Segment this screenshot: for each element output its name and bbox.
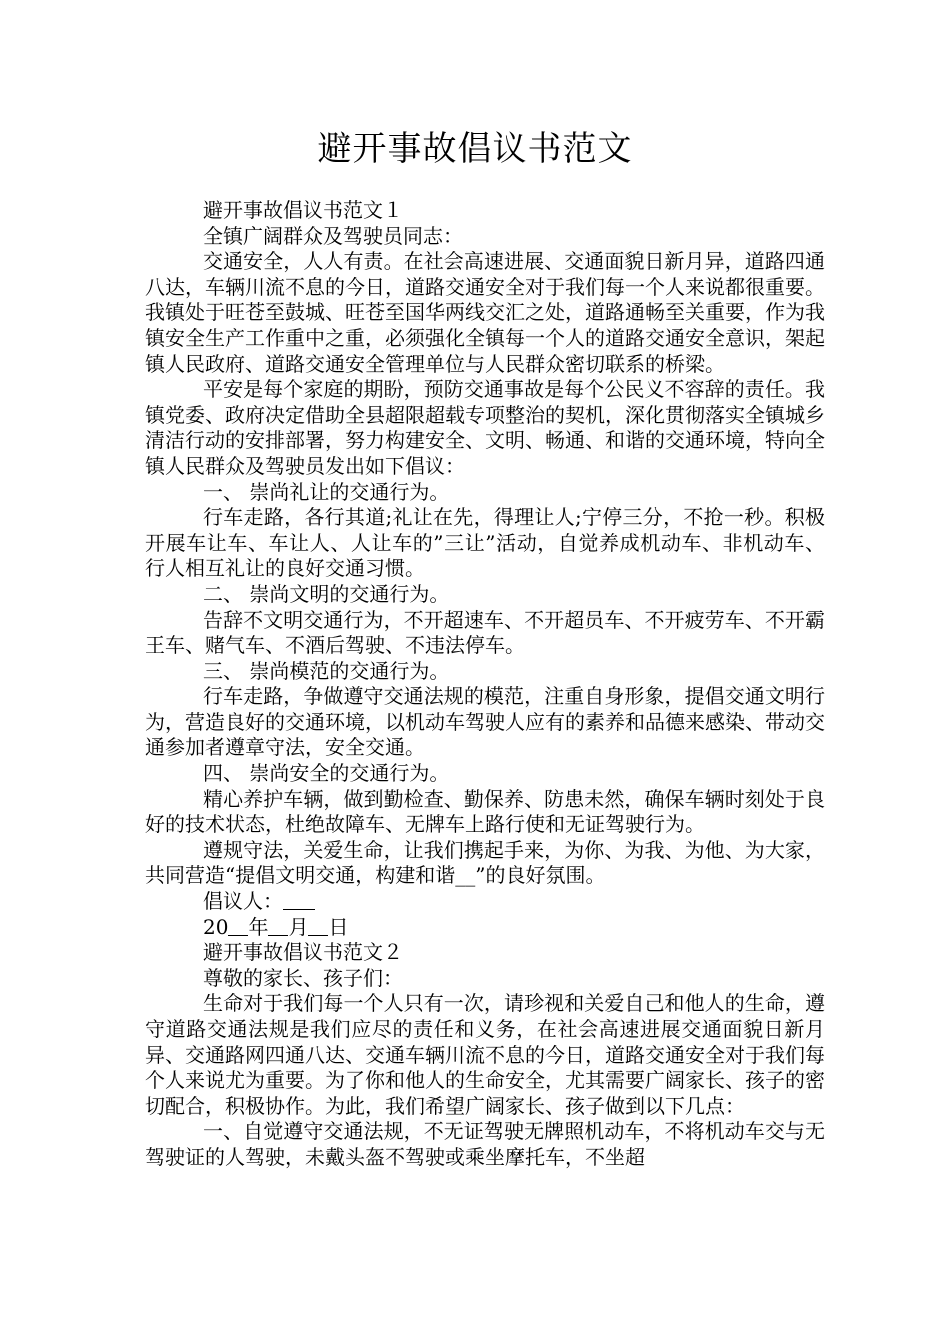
paragraph: 遵规守法，关爱生命，让我们携起手来，为你、为我、为他、为大家，共同营造“提倡文明交通，构建和谐__”的良好氛围。 xyxy=(145,837,825,888)
document-title: 避开事故倡议书范文 xyxy=(317,129,633,169)
date-year: 年 xyxy=(248,914,269,939)
paragraph: 一、自觉遵守交通法规，不无证驾驶无牌照机动车，不将机动车交与无驾驶证的人驾驶，未戴头盔不驾驶或乘坐摩托车，不坐超 xyxy=(145,1119,825,1169)
paragraph: 三、 崇尚模范的交通行为。 xyxy=(203,658,450,683)
signer-label: 倡议人： xyxy=(203,889,283,914)
date-month: 月 xyxy=(288,914,309,939)
paragraph: 行车走路，争做遵守交通法规的模范，注重自身形象，提倡交通文明行为，营造良好的交通环境，以机动车驾驶人应有的素养和品德来感染、带动交通参加者遵章守法，安全交通。 xyxy=(145,684,825,760)
paragraph: 尊敬的家长、孩子们： xyxy=(203,965,403,990)
paragraph: 二、 崇尚文明的交通行为。 xyxy=(203,581,450,606)
paragraph: 告辞不文明交通行为，不开超速车、不开超员车、不开疲劳车、不开霸王车、赌气车、不酒后驾驶、不违法停车。 xyxy=(145,607,825,658)
year-blank xyxy=(228,915,248,936)
paragraph: 全镇广阔群众及驾驶员同志： xyxy=(203,223,463,248)
paragraph: 精心养护车辆，做到勤检查、勤保养、防患未然，确保车辆时刻处于良好的技术状态，杜绝故障车、无牌车上路行使和无证驾驶行为。 xyxy=(145,786,825,837)
paragraph: 交通安全，人人有责。在社会高速进展、交通面貌日新月异，道路四通八达，车辆川流不息的今日，道路交通安全对于我们每一个人来说都很重要。我镇处于旺苍至鼓城、旺苍至国华两线交汇之处，道路通畅至关重要，作为我镇安全生产工作重中之重，必须强化全镇每一个人的道路交通安全意识，架起镇人民政府、道路交通安全管理单位与人民群众密切联系的桥梁。 xyxy=(145,249,825,376)
date-day: 日 xyxy=(328,914,349,939)
paragraph: 平安是每个家庭的期盼，预防交通事故是每个公民义不容辞的责任。我镇党委、政府决定借助全县超限超载专项整治的契机，深化贯彻落实全镇城乡清洁行动的安排部署，努力构建安全、文明、畅通、和谐的交通环境，特向全镇人民群众及驾驶员发出如下倡议： xyxy=(145,377,825,478)
paragraph: 一、 崇尚礼让的交通行为。 xyxy=(203,479,450,504)
day-blank xyxy=(308,915,328,936)
paragraph: 生命对于我们每一个人只有一次，请珍视和关爱自己和他人的生命，遵守道路交通法规是我们应尽的责任和义务，在社会高速进展交通面貌日新月异、交通路网四通八达、交通车辆川流不息的今日，道路交通安全对于我们每个人来说尤为重要。为了你和他人的生命安全，尤其需要广阔家长、孩子的密切配合，积极协作。为此，我们希望广阔家长、孩子做到以下几点： xyxy=(145,991,825,1118)
paragraph: 四、 崇尚安全的交通行为。 xyxy=(203,761,450,786)
paragraph: 避开事故倡议书范文１ xyxy=(203,198,403,222)
paragraph: 行车走路，各行其道;礼让在先，得理让人;宁停三分，不抢一秒。积极开展车让车、车让人、人让车的”三让”活动，自觉养成机动车、非机动车、行人相互礼让的良好交通习惯。 xyxy=(145,505,825,581)
date-prefix: 20 xyxy=(203,914,229,939)
month-blank xyxy=(268,915,288,936)
date-line xyxy=(145,915,825,941)
paragraph: 避开事故倡议书范文２ xyxy=(203,940,403,965)
document-body xyxy=(145,198,825,1171)
signer-line xyxy=(145,889,825,915)
signer-blank xyxy=(283,889,315,910)
